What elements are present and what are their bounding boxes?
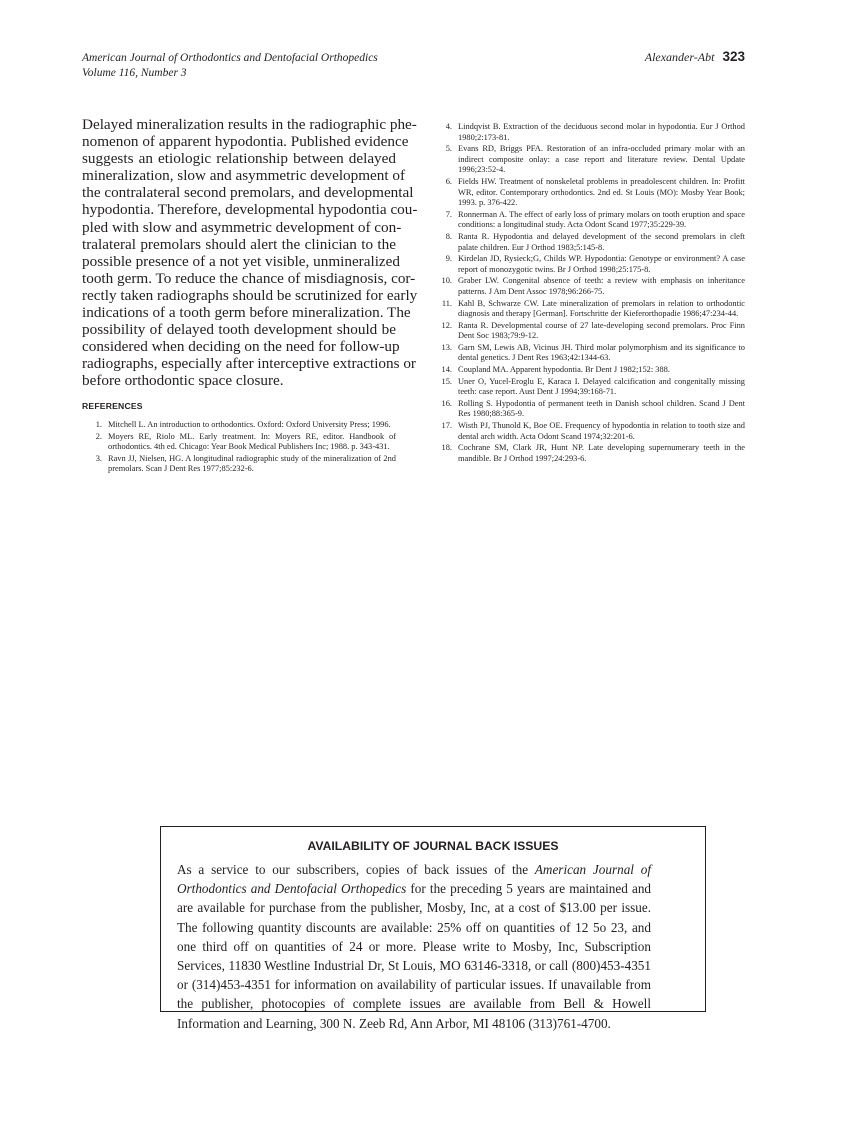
body-line: possibility of delayed tooth development should be	[82, 321, 396, 339]
body-line: before orthodontic space closure.	[82, 372, 284, 390]
body-line: mineralization, slow and asymmetric development of	[82, 167, 406, 185]
reference-list-left	[86, 420, 396, 476]
reference-number: 13.	[441, 342, 452, 352]
volume-number: Volume 116, Number 3	[82, 67, 187, 79]
reference-number: 18.	[441, 443, 452, 453]
reference-text: Ronnerman A. The effect of early loss of primary molars on tooth eruption and space conditions: a longitudinal study. Acta Odont Scand 1977;35:229-39.	[458, 209, 745, 230]
notice-text	[177, 860, 651, 1033]
body-line: possible presence of a not yet visible, unmineralized	[82, 252, 400, 270]
body-line: suggests an etiologic relationship between delayed	[82, 150, 396, 168]
body-paragraph	[82, 116, 418, 390]
reference-text: Garn SM, Lewis AB, Vicinus JH. Third molar polymorphism and its significance to dental genetics. J Dent Res 1963;42:1344-63.	[458, 342, 745, 363]
body-line: indications of a tooth germ before mineralization. The	[82, 304, 411, 322]
reference-number: 11.	[441, 298, 452, 308]
notice-journal-name: American Journal of Orthodontics and Dentofacial Orthopedics	[177, 862, 651, 897]
journal-title: American Journal of Orthodontics and Dentofacial Orthopedics	[82, 52, 378, 64]
body-line: the contralateral second premolars, and developmental	[82, 184, 414, 202]
body-line: considered when deciding on the need for follow-up	[82, 338, 400, 356]
reference-item	[436, 177, 745, 209]
reference-text: Coupland MA. Apparent hypodontia. Br Dent J 1982;152: 388.	[458, 365, 670, 375]
reference-text: Uner O, Yucel-Eroglu E, Karaca I. Delayed calcification and congenitally missing teeth: case report. Aust Dent J 1994;39:168-71.	[458, 376, 745, 397]
reference-text: Cochrane SM, Clark JR, Hunt NP. Late developing supernumerary teeth in the mandible. Br J Orthod 1997;24:293-6.	[458, 443, 745, 463]
reference-text: Kirdelan JD, Rysieck;G, Childs WP. Hypodontia: Genotype or environment? A case report of monozygotic twins. Br J Orthod 1998;25:175-8.	[458, 254, 745, 274]
running-header-right	[645, 49, 745, 65]
reference-number: 8.	[445, 231, 452, 241]
reference-text: Ravn JJ, Nielsen, HG. A longitudinal radiographic study of the mineralization of 2nd premolars. Scan J Dent Res 1977;85:232-6.	[108, 453, 396, 474]
reference-item	[436, 321, 745, 342]
reference-number: 10.	[441, 276, 452, 286]
author-name: Alexander-Abt	[644, 50, 715, 64]
reference-item	[436, 122, 745, 143]
reference-number: 6.	[445, 176, 452, 186]
reference-item	[436, 343, 745, 364]
reference-number: 4.	[445, 122, 452, 131]
reference-item	[436, 443, 745, 464]
reference-item	[436, 399, 745, 420]
reference-item	[436, 210, 745, 231]
reference-number: 1.	[95, 420, 102, 429]
notice-text-start: As a service to our subscribers, copies of back issues of the	[177, 862, 535, 877]
back-issues-notice	[160, 826, 706, 1031]
references-heading: REFERENCES	[82, 401, 143, 411]
reference-text: Mitchell L. An introduction to orthodontics. Oxford: Oxford University Press; 1996.	[108, 420, 391, 429]
reference-number: 16.	[441, 398, 452, 408]
body-line: Delayed mineralization results in the radiographic phe-	[82, 116, 417, 133]
reference-number: 2.	[95, 431, 102, 441]
reference-number: 3.	[95, 453, 102, 463]
reference-item	[436, 299, 745, 320]
reference-item	[86, 420, 396, 431]
reference-number: 12.	[441, 320, 452, 330]
reference-number: 15.	[441, 376, 452, 386]
reference-item	[86, 454, 396, 475]
body-line: tooth germ. To reduce the chance of misdiagnosis, cor-	[82, 269, 416, 287]
reference-item	[436, 421, 745, 442]
body-line: tralateral premolars should alert the clinician to the	[82, 235, 396, 253]
reference-item	[86, 432, 396, 453]
body-line: nomenon of apparent hypodontia. Published evidence	[82, 133, 409, 151]
reference-list-right	[436, 122, 745, 465]
reference-number: 5.	[445, 144, 452, 154]
page-number: 323	[722, 49, 745, 64]
reference-text: Evans RD, Briggs PFA. Restoration of an infra-occluded primary molar with an indirect composite onlay: a case report and literature review. Dental Update 1996;23:52-4.	[458, 144, 745, 175]
reference-text: Graber LW. Congenital absence of teeth: a review with emphasis on inheritance patterns. J Am Dent Assoc 1978;96:266-75.	[458, 276, 745, 296]
reference-item	[436, 254, 745, 275]
reference-number: 17.	[441, 421, 452, 431]
notice-title: AVAILABILITY OF JOURNAL BACK ISSUES	[307, 839, 559, 853]
reference-text: Ranta R. Developmental course of 27 late-developing second premolars. Proc Finn Dent Soc 1983;79:9-12.	[458, 320, 745, 341]
reference-number: 14.	[441, 365, 452, 375]
reference-item	[436, 276, 745, 297]
reference-text: Rolling S. Hypodontia of permanent teeth in Danish school children. Scand J Dent Res 1980;88:365-9.	[458, 398, 745, 419]
notice-text-end: for the preceding 5 years are maintained and are available for purchase from the publisher, Mosby, Inc, at a cost of $13.00 per issue. The following quantity discounts are available: 25% off on quantities of 12 5o 23, and one third off on quantities of 24 or more. Please write to Mosby, Inc, Subscription Services, 11830 Westline Industrial Dr, St Louis, MO 63146-3318, or call (800)453-4351 or (314)453-4351 for information on availability of particular issues. If unavailable from the publisher, photocopies of complete issues are available from Bell & Howell Information and Learning, 300 N. Zeeb Rd, Ann Arbor, MI 48106 (313)761-4700.	[177, 881, 652, 1031]
running-header-left	[82, 51, 378, 81]
reference-text: Fields HW. Treatment of nonskeletal problems in preadolescent children. In: Profitt WR, editor. Contemporary orthodontics. 2nd ed. St Louis (MO): Mosby Year Book; 1993. p. 376-422.	[458, 176, 745, 208]
reference-item	[436, 365, 745, 376]
reference-text: Moyers RE, Riolo ML. Early treatment. In: Moyers RE, editor. Handbook of orthodontics. 4th ed. Chicago: Year Book Medical Publishers Inc; 1988. p. 343-431.	[108, 431, 396, 452]
body-line: radiographs, especially after interceptive extractions or	[82, 355, 416, 373]
body-line: rectly taken radiographs should be scrutinized for early	[82, 286, 418, 304]
reference-number: 9.	[445, 254, 452, 264]
reference-item	[436, 377, 745, 398]
reference-text: Ranta R. Hypodontia and delayed development of the second premolars in cleft palate children. Eur J Orthod 1983;5:145-8.	[458, 231, 745, 252]
reference-text: Kahl B, Schwarze CW. Late mineralization of premolars in relation to orthodontic diagnosis and therapy [German]. Fortschritte der Kieferorthopadie 1986;47:234-44.	[458, 298, 745, 319]
reference-number: 7.	[445, 209, 452, 219]
body-line: pled with slow and asymmetric development of con-	[82, 218, 402, 236]
reference-item	[436, 144, 745, 176]
reference-text: Wisth PJ, Thunold K, Boe OE. Frequency of hypodontia in relation to tooth size and dental arch width. Acta Odont Scand 1974;32:201-6.	[458, 421, 745, 441]
reference-item	[436, 232, 745, 253]
reference-text: Lindqvist B. Extraction of the deciduous second molar in hypodontia. Eur J Orthod 1980;2:173-81.	[458, 122, 745, 142]
body-line: hypodontia. Therefore, developmental hypodontia cou-	[82, 201, 418, 219]
